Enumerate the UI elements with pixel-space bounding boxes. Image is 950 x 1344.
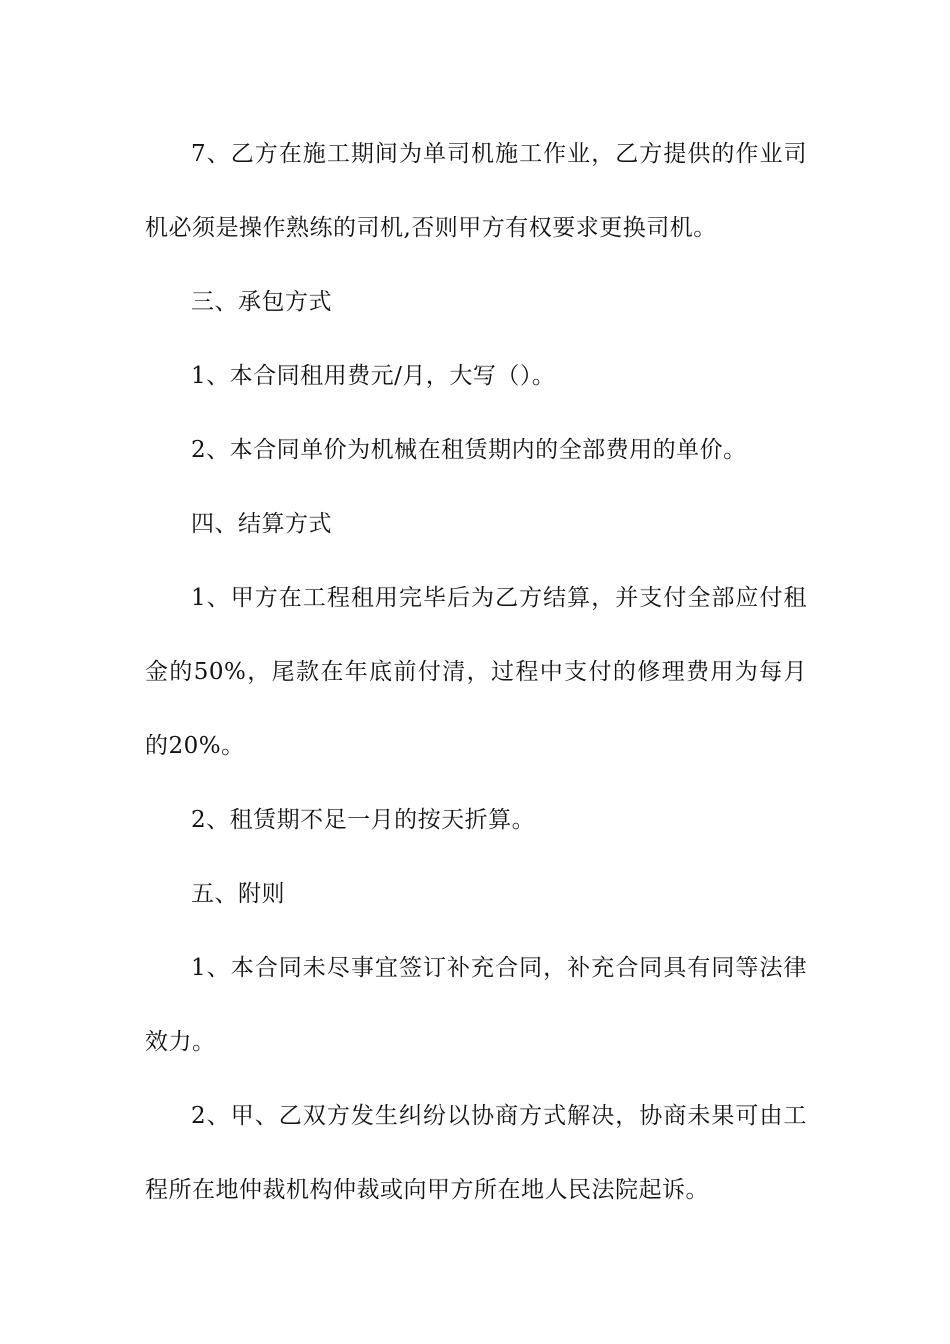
- heading-contracting-method: 三、承包方式: [191, 289, 332, 315]
- paragraph-prorated-days: 2、租赁期不足一月的按天折算。: [191, 807, 536, 833]
- heading-settlement-method: 四、结算方式: [191, 511, 332, 537]
- paragraph-driver-requirement: 7、乙方在施工期间为单司机施工作业，乙方提供的作业司机必须是操作熟练的司机,否则甲方有权要求更换司机。: [145, 141, 807, 241]
- paragraph-dispute-resolution: 2、甲、乙双方发生纠纷以协商方式解决，协商未果可由工程所在地仲裁机构仲裁或向甲方所在地人民法院起诉。: [145, 1103, 807, 1203]
- heading-supplementary-provisions: 五、附则: [191, 881, 285, 907]
- document-body: [145, 117, 807, 1227]
- paragraph-unit-price: 2、本合同单价为机械在租赁期内的全部费用的单价。: [191, 437, 747, 463]
- paragraph-settlement-terms: 1、甲方在工程租用完毕后为乙方结算，并支付全部应付租金的50%，尾款在年底前付清，过程中支付的修理费用为每月的20%。: [145, 585, 807, 759]
- paragraph-supplementary-contract: 1、本合同未尽事宜签订补充合同，补充合同具有同等法律效力。: [145, 955, 807, 1055]
- paragraph-rental-fee: 1、本合同租用费元/月，大写（）。: [191, 363, 556, 389]
